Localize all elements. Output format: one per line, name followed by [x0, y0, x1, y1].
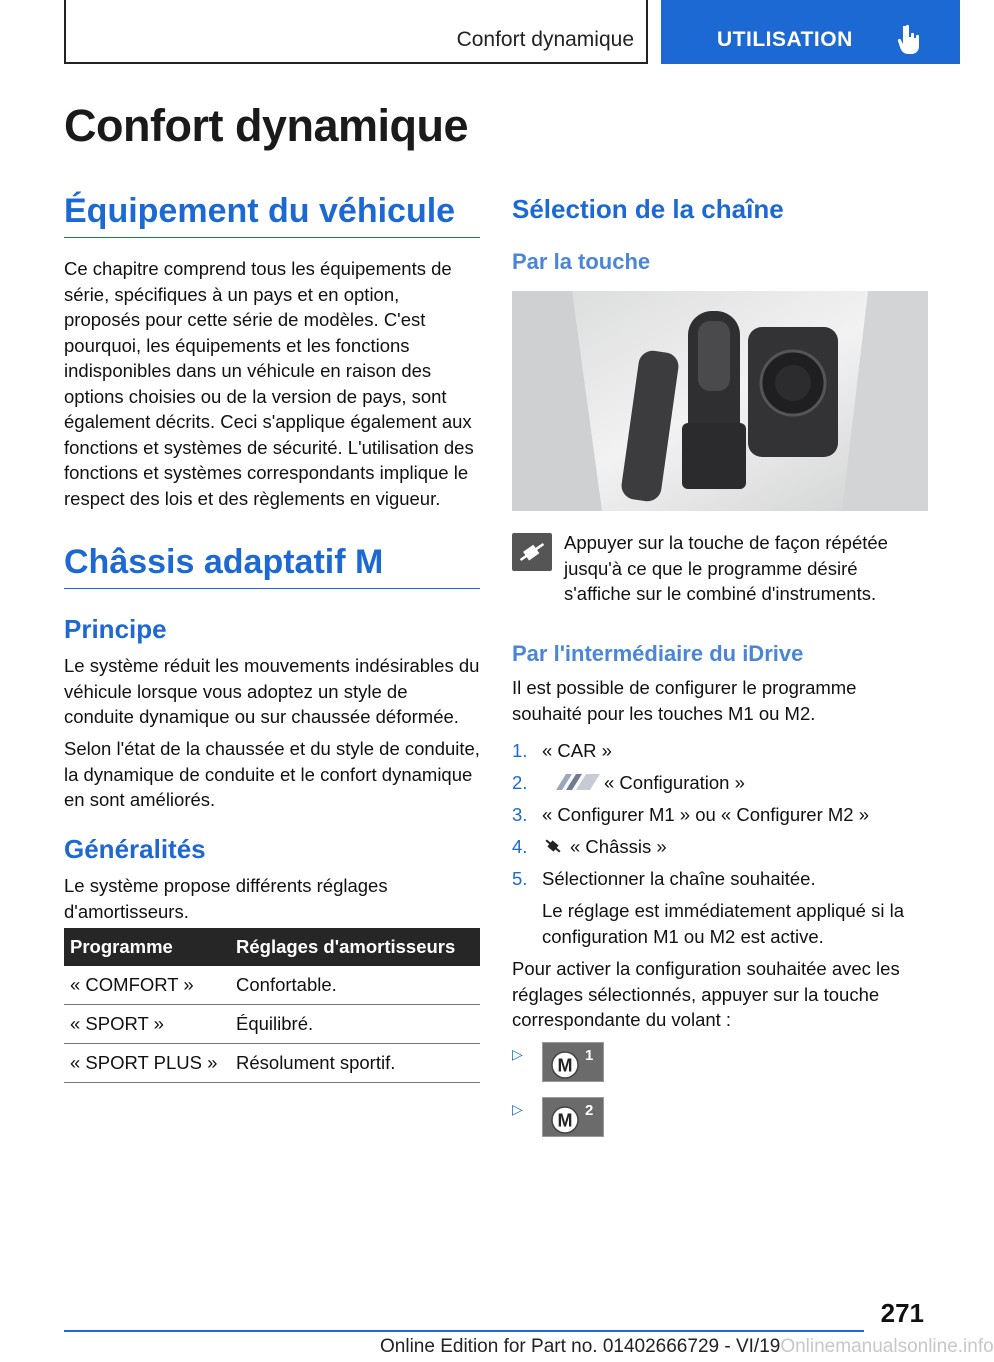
principe-text-2: Selon l'état de la chaussée et du style de conduite, la dynamique de conduite et le confort dynamique en sont améliorés.	[64, 738, 480, 810]
selection-heading: Sélection de la chaîne	[512, 194, 784, 224]
table-cell-reglage: Résolument sportif.	[230, 1044, 480, 1083]
list-item-number: 3.	[512, 804, 528, 825]
table-cell-programme: « SPORT PLUS »	[64, 1044, 230, 1083]
table-header-row	[64, 928, 480, 966]
chassis-damper-icon	[542, 836, 564, 856]
footer-rule	[64, 1330, 864, 1332]
table-header-programme: Programme	[64, 928, 230, 966]
list-item-text: « Configurer M1 » ou « Configurer M2 »	[542, 804, 870, 825]
step5-note: Le réglage est immédiatement appliqué si la configuration M1 ou M2 est active.	[542, 900, 904, 947]
table-cell-reglage: Équilibré.	[230, 1005, 480, 1044]
par-la-touche-text: Appuyer sur la touche de façon répétée jusqu'à ce que le programme désiré s'affiche sur le combiné d'instruments.	[564, 532, 888, 604]
equipment-text: Ce chapitre comprend tous les équipements de série, spécifiques à un pays et en option, proposés pour cette série de modèles. C'est pourquoi, les équipements et les fonctions indisponibles dans un véhicule en raison des options choisies ou de la version de pays, sont également décrits. Ceci s'applique également aux fonctions et systèmes de sécurité. L'utilisation des fonctions et systèmes correspondants implique le respect des lois et des règlements en vigueur.	[64, 258, 474, 509]
footer-watermark: Onlinemanualsonline.info	[780, 1336, 994, 1357]
list-item-number: 5.	[512, 868, 528, 889]
header-chapter-tab[interactable]	[661, 0, 960, 64]
m2-key-icon	[542, 1097, 604, 1137]
list-item-number: 1.	[512, 740, 528, 761]
generalites-heading: Généralités	[64, 834, 206, 864]
table-row	[64, 1005, 480, 1044]
header-chapter-label: UTILISATION	[717, 28, 853, 51]
center-console-illustration	[512, 291, 928, 511]
list-item-number: 4.	[512, 836, 528, 857]
list-item-number: 2.	[512, 772, 528, 793]
m2-key-letter: M	[557, 1110, 573, 1131]
damper-settings-table	[64, 928, 480, 1083]
pointing-hand-icon	[897, 24, 923, 56]
table-cell-programme: « COMFORT »	[64, 966, 230, 1005]
generalites-text: Le système propose différents réglages d'amortisseurs.	[64, 875, 388, 922]
shock-absorber-icon	[512, 533, 552, 571]
center-console-photo	[512, 291, 928, 511]
m1-key-number: 1	[585, 1047, 594, 1064]
list-item-text: « CAR »	[542, 740, 612, 761]
drive-mode-button-icon	[512, 533, 552, 571]
footer-edition-text: Online Edition for Part no. 01402666729 - VI/19	[380, 1336, 781, 1357]
table-cell-reglage: Confortable.	[230, 966, 480, 1005]
table-header-reglages: Réglages d'amortisseurs	[230, 928, 480, 966]
header-section-title: Confort dynamique	[456, 28, 634, 51]
table-row	[64, 1044, 480, 1083]
principe-text-1: Le système réduit les mouvements indésirables du véhicule lorsque vous adoptez un style de conduite dynamique ou sur chaussée déformée.	[64, 655, 480, 727]
idrive-heading: Par l'intermédiaire du iDrive	[512, 641, 804, 666]
list-item-text: « Châssis »	[570, 836, 667, 857]
list-item-text: « Configuration »	[604, 772, 745, 793]
page-number: 271	[880, 1298, 924, 1328]
bullet-arrow: ▷	[512, 1101, 523, 1117]
par-la-touche-heading: Par la touche	[512, 249, 651, 274]
footer-edition	[380, 1336, 994, 1358]
chassis-heading: Châssis adaptatif M	[64, 543, 480, 589]
principe-heading: Principe	[64, 614, 167, 644]
equipment-heading: Équipement du véhicule	[64, 192, 480, 238]
m1-key-letter: M	[557, 1055, 573, 1076]
idrive-text: Il est possible de configurer le programme souhaité pour les touches M1 ou M2.	[512, 677, 857, 724]
m1-key-icon	[542, 1042, 604, 1082]
bullet-arrow: ▷	[512, 1046, 523, 1062]
list-item-text: Sélectionner la chaîne souhaitée.	[542, 868, 816, 889]
m-stripes-icon	[548, 772, 602, 792]
table-cell-programme: « SPORT »	[64, 1005, 230, 1044]
page-title: Confort dynamique	[64, 100, 468, 151]
activate-text: Pour activer la configuration souhaitée avec les réglages sélectionnés, appuyer sur la touche correspondante du volant :	[512, 958, 900, 1030]
m2-key-number: 2	[585, 1102, 594, 1119]
table-row	[64, 966, 480, 1005]
